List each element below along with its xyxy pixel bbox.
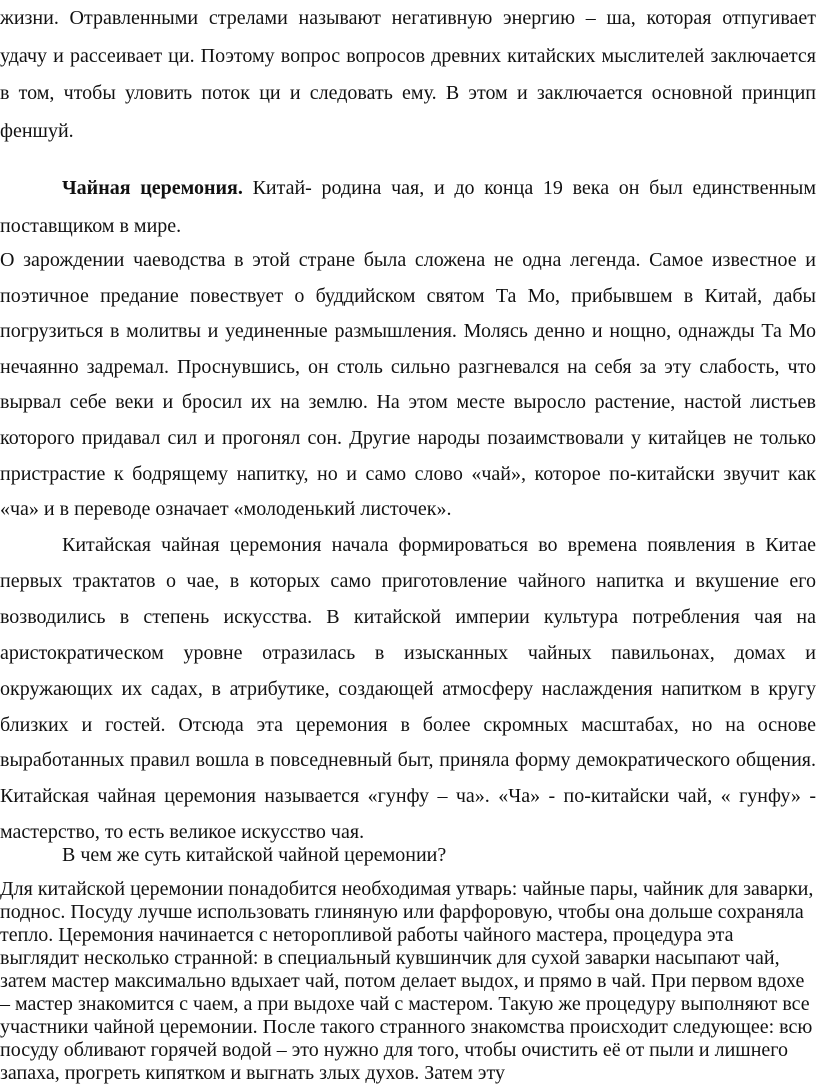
paragraph-ceremony-process: Для китайской церемонии понадобится необходимая утварь: чайные пары, чайник для заварки, поднос. Посуду лучше использовать глиняную или фарфоровую, чтобы она дольше сохраняла тепло. Церемония начинается с неторопливой работы чайного мастера, процедура эта выглядит несколько странной: в специальный кувшинчик для сухой заварки насыпают чай, затем мастер максимально вдыхает чай, потом делает выдох, и прямо в чай. При первом вдохе – мастер знакомится с чаем, а при выдохе чай с мастером. Такую же процедуру выполняют все участники чайной церемонии. После такого странного знакомства происходит следующее: всю посуду обливают горячей водой – это нужно для того, чтобы очистить её от пыли и лишнего запаха, прогреть кипятком и выгнать злых духов. Затем эту <box>0 878 814 1084</box>
paragraph-text: Китай- родина чая, и до конца 19 века он был единственным поставщиком в мире. <box>0 177 816 237</box>
question-text: В чем же суть китайской чайной церемонии? <box>62 844 447 866</box>
paragraph-legend: О зарождении чаеводства в этой стране была сложена не одна легенда. Самое известное и поэтичное предание повествует о буддийском святом Та Мо, прибывшем в Китай, дабы погрузиться в молитвы и уединенные размышления. Молясь денно и нощно, однажды Та Мо нечаянно задремал. Проснувшись, он столь сильно разгневался на себя за эту слабость, что вырвал себе веки и бросил их на землю. На этом месте выросло растение, настой листьев которого придавал сил и прогонял сон. Другие народы позаимствовали у китайцев не только пристрастие к бодрящему напитку, но и само слово «чай», которое по-китайски звучит как «ча» и в переводе означает «молоденький листочек». <box>0 249 816 521</box>
paragraph-feng-shui: жизни. Отравленными стрелами называют негативную энергию – ша, которая отпугивает удачу и рассеивает ци. Поэтому вопрос вопросов древних китайских мыслителей заключается в том, чтобы уловить поток ци и следовать ему. В этом и заключается основной принцип феншуй. <box>0 7 816 142</box>
section-heading: Чайная церемония. <box>62 177 243 199</box>
paragraph-text: Китайская чайная церемония начала формироваться во времена появления в Китае первых трактатов о чае, в которых само приготовление чайного напитка и вкушение его возводились в степень искусства. В китайской империи культура потребления чая на аристократическом уровне отразилась в изысканных чайных павильонах, домах и окружающих их садах, в атрибутике, создающей атмосферу наслаждения напитком в кругу близких и гостей. Отсюда эта церемония в более скромных масштабах, но на основе выработанных правил вошла в повседневный быт, приняла форму демократического общения. Китайская чайная церемония называется «гунфу – ча». «Ча» - по-китайски чай, « гунфу» - мастерство, то есть великое искусство чая. <box>0 534 816 844</box>
paragraph-ceremony-history <box>0 528 816 851</box>
paragraph-question <box>0 842 816 868</box>
paragraph-tea-ceremony-intro <box>0 170 816 245</box>
